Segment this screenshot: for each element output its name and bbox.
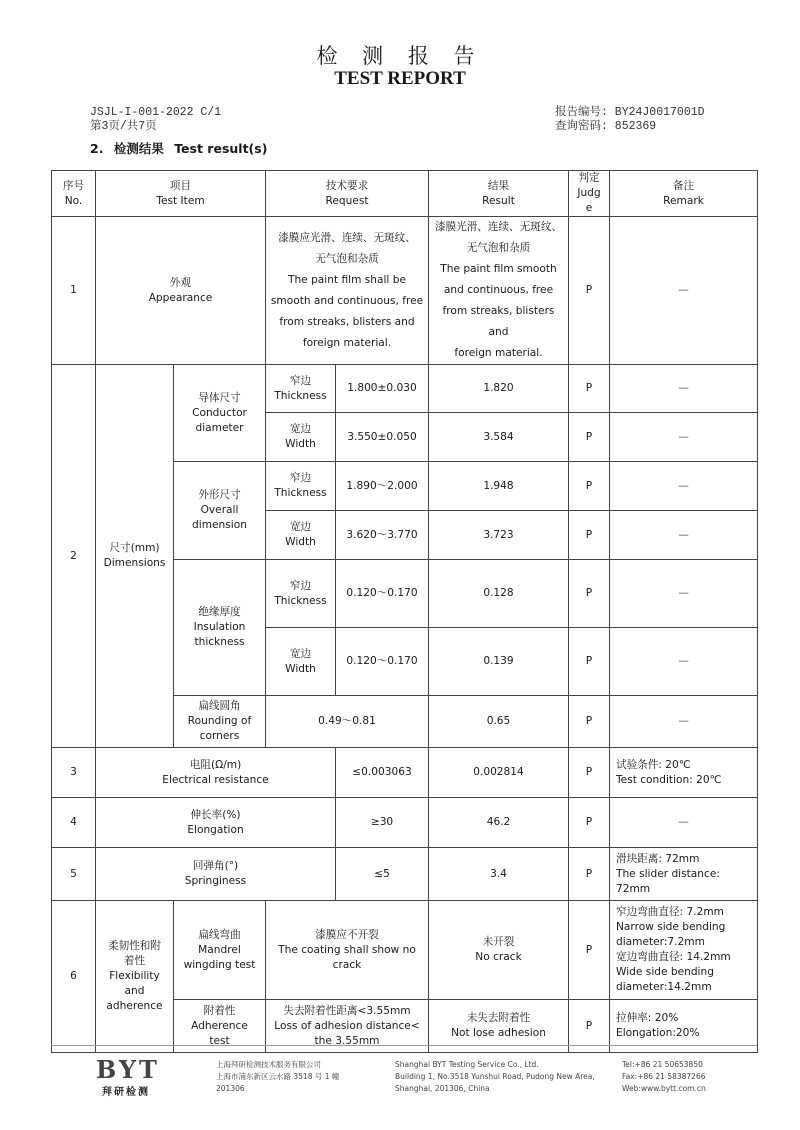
result-value: 3.4 xyxy=(429,848,569,901)
section-number: 2. xyxy=(90,141,104,156)
judge-cell: P xyxy=(569,1000,610,1053)
judge-cell: P xyxy=(569,798,610,848)
section-title-en: Test result(s) xyxy=(174,141,268,156)
row-no: 1 xyxy=(52,217,96,365)
row-no: 3 xyxy=(52,748,96,798)
remark-cell: — xyxy=(610,413,758,462)
row-no: 4 xyxy=(52,798,96,848)
header-no: 序号 No. xyxy=(52,171,96,217)
side-narrow: 窄边 Thickness xyxy=(266,365,336,413)
sub-item-insulation: 绝缘厚度 Insulation thickness xyxy=(174,560,266,696)
request-value: 0.120～0.170 xyxy=(336,560,429,628)
remark-cell: 试验条件: 20℃ Test condition: 20℃ xyxy=(610,748,758,798)
remark-cell: — xyxy=(610,628,758,696)
judge-cell: P xyxy=(569,748,610,798)
report-title-cn: 检 测 报 告 xyxy=(316,44,484,68)
item-elongation: 伸长率(%) Elongation xyxy=(96,798,336,848)
table-row xyxy=(52,748,758,798)
test-result-table xyxy=(51,170,758,1053)
judge-cell: P xyxy=(569,217,610,365)
sub-item-conductor: 导体尺寸 Conductor diameter xyxy=(174,365,266,462)
header-result: 结果 Result xyxy=(429,171,569,217)
request-value: 0.49～0.81 xyxy=(266,696,429,748)
request-value: 3.620～3.770 xyxy=(336,511,429,560)
side-wide: 宽边 Width xyxy=(266,628,336,696)
remark-cell: — xyxy=(610,696,758,748)
request-value: 0.120～0.170 xyxy=(336,628,429,696)
table-row xyxy=(52,901,758,1000)
remark-adherence: 拉伸率: 20% Elongation:20% xyxy=(610,1000,758,1053)
judge-cell: P xyxy=(569,628,610,696)
remark-cell: — xyxy=(610,511,758,560)
doc-meta-left xyxy=(90,106,221,134)
item-dimensions: 尺寸(mm) Dimensions xyxy=(96,365,174,748)
remark-cell: — xyxy=(610,560,758,628)
request-value: 3.550±0.050 xyxy=(336,413,429,462)
result-value: 0.65 xyxy=(429,696,569,748)
table-row xyxy=(52,798,758,848)
result-adherence: 未失去附着性 Not lose adhesion xyxy=(429,1000,569,1053)
result-value: 0.002814 xyxy=(429,748,569,798)
remark-mandrel: 窄边弯曲直径: 7.2mm Narrow side bending diameter:7.2mm 宽边弯曲直径: 14.2mm Wide side bending diameter:14.2mm xyxy=(610,901,758,1000)
row-no: 6 xyxy=(52,901,96,1053)
footer-divider xyxy=(51,1045,757,1046)
result-mandrel: 未开裂 No crack xyxy=(429,901,569,1000)
query-code: 查询密码: 852369 xyxy=(555,120,657,133)
page-info: 第3页/共7页 xyxy=(90,120,157,133)
remark-cell: — xyxy=(610,217,758,365)
request-value: ≤0.003063 xyxy=(336,748,429,798)
result-value: 3.723 xyxy=(429,511,569,560)
side-wide: 宽边 Width xyxy=(266,413,336,462)
footer-address-en: Shanghai BYT Testing Service Co., Ltd. Building 1, No.3518 Yunshui Road, Pudong New Area, Shanghai, 201306, China xyxy=(395,1060,595,1093)
section-title-cn: 检测结果 xyxy=(113,141,164,156)
judge-cell: P xyxy=(569,848,610,901)
table-header-row xyxy=(52,171,758,217)
logo-caption: 拜研检测 xyxy=(102,1087,150,1098)
result-appearance: 漆膜光滑、连续、无斑纹、 无气泡和杂质 The paint film smooth and continuous, free from streaks, blisters and foreign material. xyxy=(429,217,569,365)
footer-address-cn: 上海拜研检测技术服务有限公司 上海市浦东新区云水路 3518 号 1 幢 201306 xyxy=(216,1060,340,1093)
table-row xyxy=(52,365,758,413)
judge-cell: P xyxy=(569,365,610,413)
remark-cell: — xyxy=(610,462,758,511)
side-wide: 宽边 Width xyxy=(266,511,336,560)
judge-cell: P xyxy=(569,413,610,462)
row-no: 5 xyxy=(52,848,96,901)
remark-cell: — xyxy=(610,798,758,848)
report-number: 报告编号: BY24J0017001D xyxy=(555,106,705,119)
judge-cell: P xyxy=(569,462,610,511)
item-springiness: 回弹角(°) Springiness xyxy=(96,848,336,901)
row-no: 2 xyxy=(52,365,96,748)
table-row xyxy=(52,217,758,365)
logo-mark: BYT xyxy=(96,1055,160,1084)
result-value: 3.584 xyxy=(429,413,569,462)
result-value: 0.139 xyxy=(429,628,569,696)
company-logo xyxy=(96,1057,186,1097)
request-value: 1.890～2.000 xyxy=(336,462,429,511)
result-value: 46.2 xyxy=(429,798,569,848)
sub-item-mandrel: 扁线弯曲 Mandrel wingding test xyxy=(174,901,266,1000)
report-title-en: TEST REPORT xyxy=(334,68,466,89)
item-flexibility: 柔韧性和附 着性 Flexibility and adherence xyxy=(96,901,174,1053)
sub-item-overall: 外形尺寸 Overall dimension xyxy=(174,462,266,560)
request-value: ≥30 xyxy=(336,798,429,848)
request-value: ≤5 xyxy=(336,848,429,901)
header-request: 技术要求 Request xyxy=(266,171,429,217)
judge-cell: P xyxy=(569,696,610,748)
header-judge: 判定 Judg e xyxy=(569,171,610,217)
judge-cell: P xyxy=(569,901,610,1000)
item-resistance: 电阻(Ω/m) Electrical resistance xyxy=(96,748,336,798)
side-narrow: 窄边 Thickness xyxy=(266,560,336,628)
doc-meta-right xyxy=(555,106,705,134)
result-value: 1.948 xyxy=(429,462,569,511)
result-value: 1.820 xyxy=(429,365,569,413)
request-appearance: 漆膜应光滑、连续、无斑纹、 无气泡和杂质 The paint film shall be smooth and continuous, free from streaks, blisters and foreign material. xyxy=(266,217,429,365)
side-narrow: 窄边 Thickness xyxy=(266,462,336,511)
sub-item-corners: 扁线圆角 Rounding of corners xyxy=(174,696,266,748)
request-adherence: 失去附着性距离<3.55mm Loss of adhesion distance< the 3.55mm xyxy=(266,1000,429,1053)
header-item: 项目 Test Item xyxy=(96,171,266,217)
judge-cell: P xyxy=(569,560,610,628)
table-row xyxy=(52,848,758,901)
sub-item-adherence: 附着性 Adherence test xyxy=(174,1000,266,1053)
section-heading xyxy=(90,139,273,157)
request-mandrel: 漆膜应不开裂 The coating shall show no crack xyxy=(266,901,429,1000)
remark-cell: 滑块距离: 72mm The slider distance: 72mm xyxy=(610,848,758,901)
footer-contact: Tel:+86 21 50653850 Fax:+86 21 58387266 Web:www.bytt.com.cn xyxy=(622,1060,706,1093)
remark-cell: — xyxy=(610,365,758,413)
request-value: 1.800±0.030 xyxy=(336,365,429,413)
judge-cell: P xyxy=(569,511,610,560)
header-remark: 备注 Remark xyxy=(610,171,758,217)
doc-code: JSJL-I-001-2022 C/1 xyxy=(90,106,222,119)
item-appearance: 外观 Appearance xyxy=(96,217,266,365)
result-value: 0.128 xyxy=(429,560,569,628)
